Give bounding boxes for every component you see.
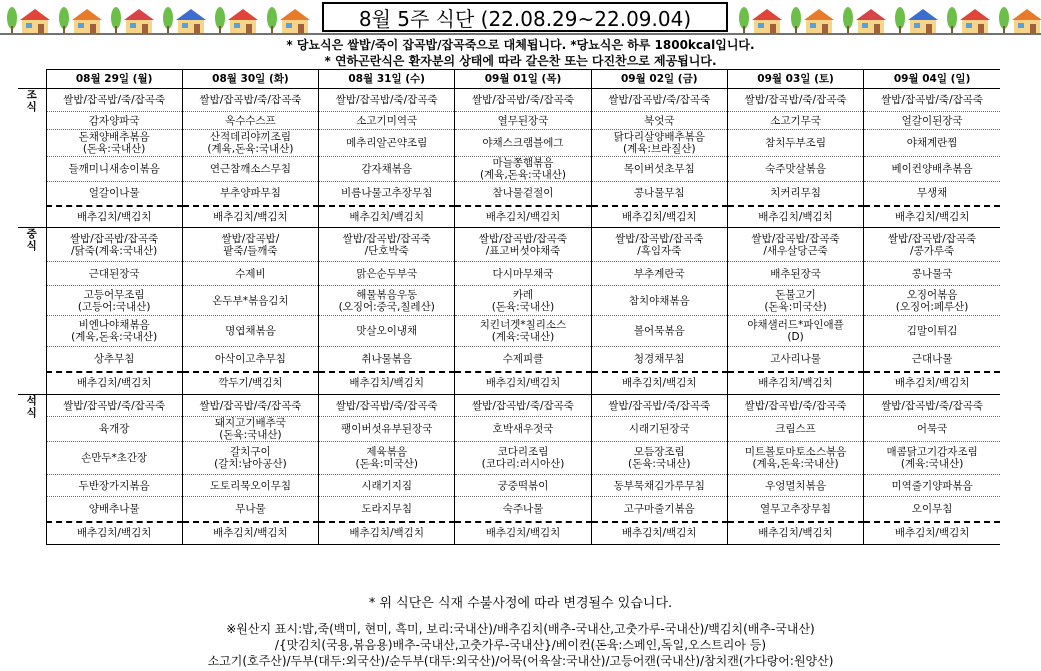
menu-cell: 육개장	[46, 417, 182, 442]
menu-cell: 얼갈이된장국	[864, 112, 1000, 130]
menu-cell: 비엔나야채볶음 (계육,돈육:국내산)	[46, 316, 182, 347]
menu-cell: 쌀밥/잡곡밥/죽/잡곡죽	[319, 89, 455, 112]
menu-cell: 야채샐러드*파인애플 (D)	[727, 316, 863, 347]
menu-cell: 배추된장국	[727, 262, 863, 286]
menu-cell: 무나물	[182, 497, 318, 522]
menu-cell: 쌀밥/잡곡밥/죽/잡곡죽	[864, 395, 1000, 417]
menu-cell: 쌀밥/잡곡밥/죽/잡곡죽	[182, 395, 318, 417]
menu-cell: 쌀밥/잡곡밥/죽/잡곡죽	[591, 395, 727, 417]
menu-cell: 야채계란찜	[864, 130, 1000, 157]
menu-cell: 배추김치/백김치	[455, 372, 591, 395]
menu-cell: 동부묵채김가루무침	[591, 475, 727, 497]
change-notice: * 위 식단은 식재 수불사정에 따라 변경될수 있습니다.	[368, 596, 673, 611]
day-header: 09월 03일 (토)	[727, 70, 863, 89]
origin-line: /{맛김치(국용,볶음용)배추-국내산,고춧가루-국내산}/베이컨(돈육:스페인,독일,오스트리아 등)	[274, 638, 767, 652]
menu-cell: 배추김치/백김치	[46, 522, 182, 545]
menu-cell: 쌀밥/잡곡밥/잡곡죽 /표고버섯야채죽	[455, 228, 591, 262]
menu-cell: 쌀밥/잡곡밥/잡곡죽 /닭죽(계육:국내산)	[46, 228, 182, 262]
menu-cell: 쌀밥/잡곡밥/죽/잡곡죽	[455, 395, 591, 417]
menu-cell: 감자채볶음	[319, 157, 455, 182]
menu-cell: 호박새우젓국	[455, 417, 591, 442]
menu-cell: 쌀밥/잡곡밥/잡곡죽 /흑임자죽	[591, 228, 727, 262]
menu-cell: 콩나물무침	[591, 182, 727, 206]
house-tree-decoration-left	[7, 7, 310, 33]
menu-cell: 근대된장국	[46, 262, 182, 286]
menu-cell: 수제피클	[455, 347, 591, 372]
menu-cell: 배추김치/백김치	[319, 372, 455, 395]
menu-cell: 해물볶음우동 (오징어:중국,칠레산)	[319, 286, 455, 316]
menu-cell: 부추양파무침	[182, 182, 318, 206]
menu-cell: 쌀밥/잡곡밥/죽/잡곡죽	[46, 89, 182, 112]
menu-cell: 돈채양배추볶음 (돈육:국내산)	[46, 130, 182, 157]
menu-cell: 팽이버섯유부된장국	[319, 417, 455, 442]
menu-cell: 배추김치/백김치	[319, 522, 455, 545]
day-header: 08월 31일 (수)	[319, 70, 455, 89]
menu-cell: 배추김치/백김치	[182, 206, 318, 228]
menu-cell: 메추리알곤약조림	[319, 130, 455, 157]
menu-cell: 시래기지짐	[319, 475, 455, 497]
menu-cell: 갈치구이 (갈치:남아공산)	[182, 442, 318, 475]
menu-cell: 고등어무조림 (고등어:국내산)	[46, 286, 182, 316]
menu-cell: 들깨미니새송이볶음	[46, 157, 182, 182]
menu-cell: 콩나물국	[864, 262, 1000, 286]
meal-label-char: 조	[26, 89, 37, 101]
menu-cell: 쌀밥/잡곡밥/잡곡죽 /콩가루죽	[864, 228, 1000, 262]
origin-line: 소고기(호주산)/두부(대두:외국산)/순두부(대두:외국산)/어묵(어육살:국내산)/고등어캔(국내산)/참치캔(가다랑어:원양산)	[207, 654, 834, 668]
menu-cell: 미트볼토마토소스볶음 (계육,돈육:국내산)	[727, 442, 863, 475]
menu-cell: 옥수수스프	[182, 112, 318, 130]
menu-cell: 배추김치/백김치	[727, 522, 863, 545]
menu-cell: 배추김치/백김치	[455, 522, 591, 545]
menu-cell: 배추김치/백김치	[46, 206, 182, 228]
meal-label-char: 중	[26, 228, 37, 240]
menu-cell: 배추김치/백김치	[46, 372, 182, 395]
menu-cell: 쌀밥/잡곡밥/잡곡죽 /단호박죽	[319, 228, 455, 262]
menu-cell: 도라지무침	[319, 497, 455, 522]
day-header: 09월 01일 (목)	[455, 70, 591, 89]
menu-cell: 참치야채볶음	[591, 286, 727, 316]
menu-cell: 참치두부조림	[727, 130, 863, 157]
menu-cell: 오이무침	[864, 497, 1000, 522]
meal-label	[18, 89, 46, 228]
menu-cell: 배추김치/백김치	[864, 372, 1000, 395]
menu-cell: 쌀밥/잡곡밥/죽/잡곡죽	[591, 89, 727, 112]
menu-cell: 오징어볶음 (오징어:페루산)	[864, 286, 1000, 316]
menu-cell: 배추김치/백김치	[591, 522, 727, 545]
menu-cell: 김말이튀김	[864, 316, 1000, 347]
menu-cell: 마늘쫑햄볶음 (계육,돈육:국내산)	[455, 157, 591, 182]
menu-cell: 배추김치/백김치	[864, 206, 1000, 228]
corner-cell	[18, 70, 46, 89]
menu-cell: 손만두*초간장	[46, 442, 182, 475]
menu-cell: 쌀밥/잡곡밥/죽/잡곡죽	[727, 89, 863, 112]
house-tree-decoration-right	[739, 7, 1041, 33]
menu-cell: 치커리무침	[727, 182, 863, 206]
meal-label-char: 식	[26, 101, 37, 113]
menu-cell: 배추김치/백김치	[319, 206, 455, 228]
menu-cell: 배추김치/백김치	[727, 206, 863, 228]
menu-cell: 숙주맛살볶음	[727, 157, 863, 182]
menu-cell: 명엽채볶음	[182, 316, 318, 347]
menu-cell: 고사리나물	[727, 347, 863, 372]
menu-cell: 근대나물	[864, 347, 1000, 372]
day-header: 08월 30일 (화)	[182, 70, 318, 89]
weekly-menu-table	[18, 69, 1000, 545]
menu-cell: 쌀밥/잡곡밥/죽/잡곡죽	[455, 89, 591, 112]
menu-cell: 베이컨양배추볶음	[864, 157, 1000, 182]
menu-cell: 쌀밥/잡곡밥/잡곡죽 /새우살당근죽	[727, 228, 863, 262]
meal-label	[18, 395, 46, 545]
menu-cell: 우엉멸치볶음	[727, 475, 863, 497]
origin-line: ※원산지 표시:밥,죽(백미, 현미, 흑미, 보리:국내산)/배추김치(배추-국내산,고춧가루-국내산)/백김치(배추-국내산)	[226, 622, 815, 636]
menu-cell: 취나물볶음	[319, 347, 455, 372]
menu-cell: 쌀밥/잡곡밥/죽/잡곡죽	[864, 89, 1000, 112]
menu-cell: 쌀밥/잡곡밥/죽/잡곡죽	[727, 395, 863, 417]
diabetic-notice: * 당뇨식은 쌀밥/죽이 잡곡밥/잡곡죽으로 대체됩니다. *당뇨식은 하루 1800kcal입니다.	[286, 38, 755, 52]
menu-cell: 배추김치/백김치	[864, 522, 1000, 545]
menu-title: 8월 5주 식단 (22.08.29~22.09.04)	[322, 2, 728, 32]
menu-cell: 쌀밥/잡곡밥/죽/잡곡죽	[46, 395, 182, 417]
menu-cell: 양배추나물	[46, 497, 182, 522]
menu-cell: 열무고추장무침	[727, 497, 863, 522]
menu-cell: 도토리묵오이무침	[182, 475, 318, 497]
menu-cell: 쌀밥/잡곡밥/ 팥죽/들깨죽	[182, 228, 318, 262]
meal-label-char: 식	[26, 407, 37, 419]
menu-cell: 닭다리살양배추볶음 (계육:브라질산)	[591, 130, 727, 157]
menu-cell: 다시마무채국	[455, 262, 591, 286]
menu-cell: 치킨너겟*칠리소스 (계육:국내산)	[455, 316, 591, 347]
menu-cell: 배추김치/백김치	[727, 372, 863, 395]
menu-cell: 돈불고기 (돈육:미국산)	[727, 286, 863, 316]
menu-cell: 맑은순두부국	[319, 262, 455, 286]
day-header: 09월 04일 (일)	[864, 70, 1000, 89]
menu-cell: 맛살오이냉채	[319, 316, 455, 347]
menu-cell: 목이버섯초무침	[591, 157, 727, 182]
menu-cell: 아삭이고추무침	[182, 347, 318, 372]
menu-cell: 배추김치/백김치	[591, 372, 727, 395]
meal-label-char: 석	[26, 395, 37, 407]
menu-cell: 열무된장국	[455, 112, 591, 130]
menu-cell: 코다리조림 (코다리:러시아산)	[455, 442, 591, 475]
menu-cell: 온두부*볶음김치	[182, 286, 318, 316]
menu-cell: 북엇국	[591, 112, 727, 130]
menu-cell: 부추계란국	[591, 262, 727, 286]
menu-cell: 산적데리야끼조림 (계육,돈육:국내산)	[182, 130, 318, 157]
menu-cell: 돼지고기배추국 (돈육:국내산)	[182, 417, 318, 442]
menu-cell: 카레 (돈육:국내산)	[455, 286, 591, 316]
menu-cell: 무생채	[864, 182, 1000, 206]
menu-cell: 연근참깨소스무침	[182, 157, 318, 182]
menu-cell: 야채스크램블에그	[455, 130, 591, 157]
menu-cell: 쌀밥/잡곡밥/죽/잡곡죽	[319, 395, 455, 417]
menu-cell: 참나물겉절이	[455, 182, 591, 206]
menu-cell: 소고기무국	[727, 112, 863, 130]
menu-cell: 두반장가지볶음	[46, 475, 182, 497]
menu-cell: 배추김치/백김치	[182, 522, 318, 545]
menu-cell: 소고기미역국	[319, 112, 455, 130]
menu-cell: 쌀밥/잡곡밥/죽/잡곡죽	[182, 89, 318, 112]
menu-cell: 비름나물고추장무침	[319, 182, 455, 206]
menu-cell: 궁중떡볶이	[455, 475, 591, 497]
day-header: 09월 02일 (금)	[591, 70, 727, 89]
menu-cell: 크림스프	[727, 417, 863, 442]
day-header: 08월 29일 (월)	[46, 70, 182, 89]
menu-cell: 깍두기/백김치	[182, 372, 318, 395]
menu-cell: 얼갈이나물	[46, 182, 182, 206]
menu-cell: 수제비	[182, 262, 318, 286]
menu-cell: 청경채무침	[591, 347, 727, 372]
dysphagia-notice: * 연하곤란식은 환자분의 상태에 따라 갈은찬 또는 다진찬으로 제공됩니다.	[324, 54, 717, 68]
menu-cell: 배추김치/백김치	[455, 206, 591, 228]
menu-cell: 배추김치/백김치	[591, 206, 727, 228]
meal-label	[18, 228, 46, 395]
menu-cell: 미역줄기양파볶음	[864, 475, 1000, 497]
menu-cell: 감자양파국	[46, 112, 182, 130]
menu-cell: 어묵국	[864, 417, 1000, 442]
menu-cell: 볼어묵볶음	[591, 316, 727, 347]
menu-cell: 모듬장조림 (돈육:국내산)	[591, 442, 727, 475]
menu-cell: 매콤닭고기감자조림 (계육:국내산)	[864, 442, 1000, 475]
menu-cell: 제육볶음 (돈육:미국산)	[319, 442, 455, 475]
menu-cell: 숙주나물	[455, 497, 591, 522]
menu-cell: 고구마줄기볶음	[591, 497, 727, 522]
menu-cell: 상추무침	[46, 347, 182, 372]
meal-label-char: 식	[26, 240, 37, 252]
menu-cell: 시래기된장국	[591, 417, 727, 442]
